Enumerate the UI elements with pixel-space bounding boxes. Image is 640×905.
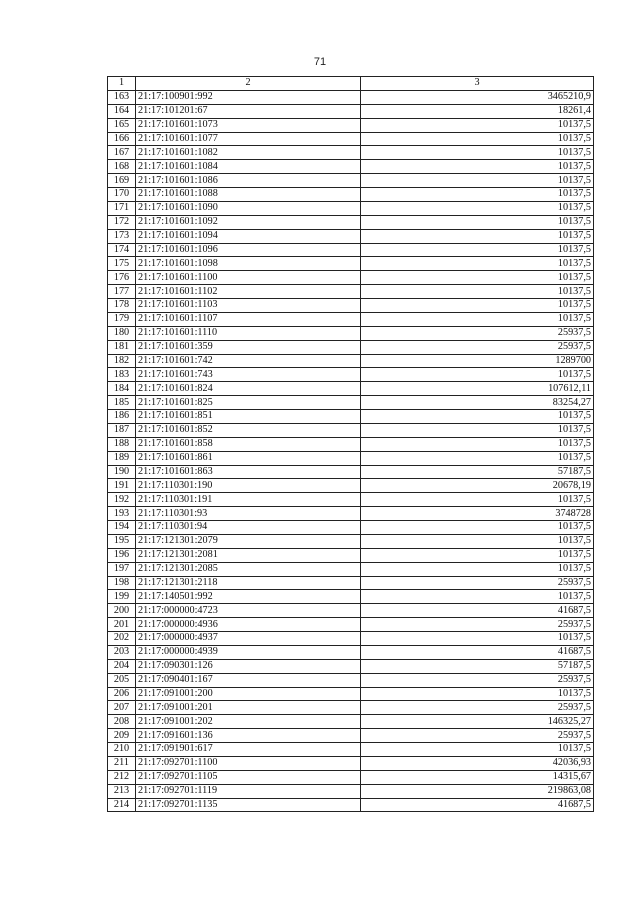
table-row [108,632,594,646]
cadastral-number: 21:17:101601:824 [136,382,361,396]
row-number: 188 [108,437,136,451]
cadastral-number: 21:17:092701:1105 [136,770,361,784]
table-row [108,257,594,271]
cadastral-number: 21:17:091001:202 [136,715,361,729]
cadastral-number: 21:17:101601:1102 [136,285,361,299]
page-number: 71 [313,56,327,68]
data-table [107,76,594,812]
cadastral-number: 21:17:101601:1098 [136,257,361,271]
value: 10137,5 [361,146,594,160]
row-number: 191 [108,479,136,493]
cadastral-number: 21:17:101601:1077 [136,132,361,146]
value: 10137,5 [361,437,594,451]
value: 25937,5 [361,701,594,715]
cadastral-number: 21:17:121301:2085 [136,562,361,576]
cadastral-number: 21:17:091901:617 [136,743,361,757]
cadastral-number: 21:17:092701:1119 [136,784,361,798]
cadastral-number: 21:17:101601:1103 [136,299,361,313]
value: 10137,5 [361,534,594,548]
row-number: 181 [108,340,136,354]
value: 10137,5 [361,188,594,202]
table-row [108,798,594,812]
table-row [108,451,594,465]
row-number: 199 [108,590,136,604]
value: 42036,93 [361,756,594,770]
row-number: 201 [108,618,136,632]
value: 10137,5 [361,590,594,604]
row-number: 189 [108,451,136,465]
cadastral-number: 21:17:101601:1100 [136,271,361,285]
value: 10137,5 [361,562,594,576]
row-number: 192 [108,493,136,507]
value: 83254,27 [361,396,594,410]
cadastral-number: 21:17:101601:825 [136,396,361,410]
value: 18261,4 [361,104,594,118]
row-number: 208 [108,715,136,729]
value: 25937,5 [361,729,594,743]
value: 25937,5 [361,340,594,354]
table-row [108,562,594,576]
cadastral-number: 21:17:101601:1088 [136,188,361,202]
row-number: 186 [108,410,136,424]
row-number: 197 [108,562,136,576]
cadastral-number: 21:17:090401:167 [136,673,361,687]
value: 14315,67 [361,770,594,784]
value: 41687,5 [361,798,594,812]
table-row [108,132,594,146]
value: 57187,5 [361,659,594,673]
cadastral-number: 21:17:121301:2081 [136,548,361,562]
row-number: 169 [108,174,136,188]
table-row [108,756,594,770]
row-number: 207 [108,701,136,715]
table-row [108,715,594,729]
value: 3748728 [361,507,594,521]
table-row [108,548,594,562]
value: 10137,5 [361,160,594,174]
row-number: 190 [108,465,136,479]
row-number: 198 [108,576,136,590]
header-col-2: 2 [136,77,361,91]
row-number: 175 [108,257,136,271]
table-row [108,229,594,243]
cadastral-number: 21:17:092701:1135 [136,798,361,812]
table-row [108,368,594,382]
table-row [108,382,594,396]
row-number: 182 [108,354,136,368]
table-row [108,493,594,507]
table-row [108,743,594,757]
table-row [108,604,594,618]
row-number: 205 [108,673,136,687]
value: 10137,5 [361,687,594,701]
table-row [108,576,594,590]
value: 25937,5 [361,618,594,632]
row-number: 214 [108,798,136,812]
value: 10137,5 [361,743,594,757]
row-number: 200 [108,604,136,618]
row-number: 167 [108,146,136,160]
table-row [108,423,594,437]
table-row [108,326,594,340]
cadastral-number: 21:17:110301:93 [136,507,361,521]
value: 41687,5 [361,604,594,618]
table-row [108,354,594,368]
cadastral-number: 21:17:110301:94 [136,521,361,535]
row-number: 174 [108,243,136,257]
cadastral-number: 21:17:101601:1096 [136,243,361,257]
table-row [108,104,594,118]
cadastral-number: 21:17:101601:1073 [136,118,361,132]
table-row [108,507,594,521]
cadastral-number: 21:17:091001:200 [136,687,361,701]
value: 10137,5 [361,410,594,424]
row-number: 179 [108,312,136,326]
cadastral-number: 21:17:092701:1100 [136,756,361,770]
cadastral-number: 21:17:101601:359 [136,340,361,354]
value: 10137,5 [361,229,594,243]
table-row [108,770,594,784]
table-body [108,90,594,812]
table-row [108,410,594,424]
row-number: 177 [108,285,136,299]
value: 1289700 [361,354,594,368]
cadastral-number: 21:17:000000:4723 [136,604,361,618]
value: 10137,5 [361,632,594,646]
row-number: 170 [108,188,136,202]
cadastral-number: 21:17:100901:992 [136,90,361,104]
row-number: 213 [108,784,136,798]
cadastral-number: 21:17:090301:126 [136,659,361,673]
row-number: 210 [108,743,136,757]
row-number: 194 [108,521,136,535]
cadastral-number: 21:17:101601:863 [136,465,361,479]
value: 3465210,9 [361,90,594,104]
row-number: 168 [108,160,136,174]
value: 10137,5 [361,243,594,257]
table-row [108,188,594,202]
table-row [108,174,594,188]
row-number: 195 [108,534,136,548]
cadastral-number: 21:17:101601:1086 [136,174,361,188]
value: 10137,5 [361,548,594,562]
value: 10137,5 [361,285,594,299]
table-row [108,201,594,215]
table-row [108,534,594,548]
cadastral-number: 21:17:101601:1094 [136,229,361,243]
row-number: 196 [108,548,136,562]
row-number: 171 [108,201,136,215]
row-number: 184 [108,382,136,396]
row-number: 203 [108,645,136,659]
table-row [108,160,594,174]
cadastral-number: 21:17:101201:67 [136,104,361,118]
row-number: 164 [108,104,136,118]
value: 10137,5 [361,132,594,146]
table-row [108,285,594,299]
cadastral-number: 21:17:101601:1090 [136,201,361,215]
header-col-1: 1 [108,77,136,91]
row-number: 212 [108,770,136,784]
value: 10137,5 [361,368,594,382]
row-number: 193 [108,507,136,521]
value: 10137,5 [361,271,594,285]
table-row [108,729,594,743]
row-number: 206 [108,687,136,701]
value: 10137,5 [361,312,594,326]
table-row [108,437,594,451]
row-number: 202 [108,632,136,646]
value: 25937,5 [361,673,594,687]
cadastral-number: 21:17:121301:2118 [136,576,361,590]
row-number: 165 [108,118,136,132]
row-number: 166 [108,132,136,146]
cadastral-number: 21:17:110301:190 [136,479,361,493]
table-row [108,118,594,132]
cadastral-number: 21:17:101601:851 [136,410,361,424]
table-row [108,521,594,535]
cadastral-number: 21:17:101601:858 [136,437,361,451]
cadastral-number: 21:17:101601:743 [136,368,361,382]
value: 57187,5 [361,465,594,479]
cadastral-number: 21:17:101601:742 [136,354,361,368]
table-row [108,784,594,798]
value: 10137,5 [361,257,594,271]
table-row [108,396,594,410]
table-row [108,271,594,285]
cadastral-number: 21:17:000000:4936 [136,618,361,632]
table-row [108,465,594,479]
row-number: 180 [108,326,136,340]
table-row [108,90,594,104]
table-row [108,645,594,659]
cadastral-number: 21:17:140501:992 [136,590,361,604]
cadastral-number: 21:17:101601:1082 [136,146,361,160]
header-col-3: 3 [361,77,594,91]
table-row [108,299,594,313]
table-row [108,312,594,326]
row-number: 178 [108,299,136,313]
row-number: 183 [108,368,136,382]
cadastral-number: 21:17:110301:191 [136,493,361,507]
table-row [108,701,594,715]
cadastral-number: 21:17:101601:852 [136,423,361,437]
cadastral-number: 21:17:101601:1110 [136,326,361,340]
table-row [108,659,594,673]
row-number: 173 [108,229,136,243]
row-number: 172 [108,215,136,229]
cadastral-number: 21:17:000000:4937 [136,632,361,646]
row-number: 176 [108,271,136,285]
table-row [108,215,594,229]
value: 10137,5 [361,451,594,465]
row-number: 163 [108,90,136,104]
table-row [108,243,594,257]
value: 219863,08 [361,784,594,798]
table-row [108,673,594,687]
value: 146325,27 [361,715,594,729]
table-row [108,687,594,701]
value: 25937,5 [361,326,594,340]
value: 107612,11 [361,382,594,396]
cadastral-number: 21:17:101601:1084 [136,160,361,174]
cadastral-number: 21:17:091601:136 [136,729,361,743]
value: 25937,5 [361,576,594,590]
value: 10137,5 [361,299,594,313]
value: 10137,5 [361,521,594,535]
table-row [108,479,594,493]
value: 10137,5 [361,174,594,188]
value: 10137,5 [361,493,594,507]
cadastral-number: 21:17:101601:1107 [136,312,361,326]
row-number: 211 [108,756,136,770]
value: 10137,5 [361,423,594,437]
table-row [108,340,594,354]
value: 10137,5 [361,118,594,132]
cadastral-number: 21:17:091001:201 [136,701,361,715]
cadastral-number: 21:17:000000:4939 [136,645,361,659]
row-number: 187 [108,423,136,437]
table-row [108,618,594,632]
cadastral-number: 21:17:121301:2079 [136,534,361,548]
row-number: 204 [108,659,136,673]
cadastral-number: 21:17:101601:861 [136,451,361,465]
cadastral-number: 21:17:101601:1092 [136,215,361,229]
table-header-row [108,77,594,91]
value: 10137,5 [361,201,594,215]
value: 10137,5 [361,215,594,229]
row-number: 209 [108,729,136,743]
table-row [108,146,594,160]
value: 20678,19 [361,479,594,493]
table-row [108,590,594,604]
row-number: 185 [108,396,136,410]
value: 41687,5 [361,645,594,659]
